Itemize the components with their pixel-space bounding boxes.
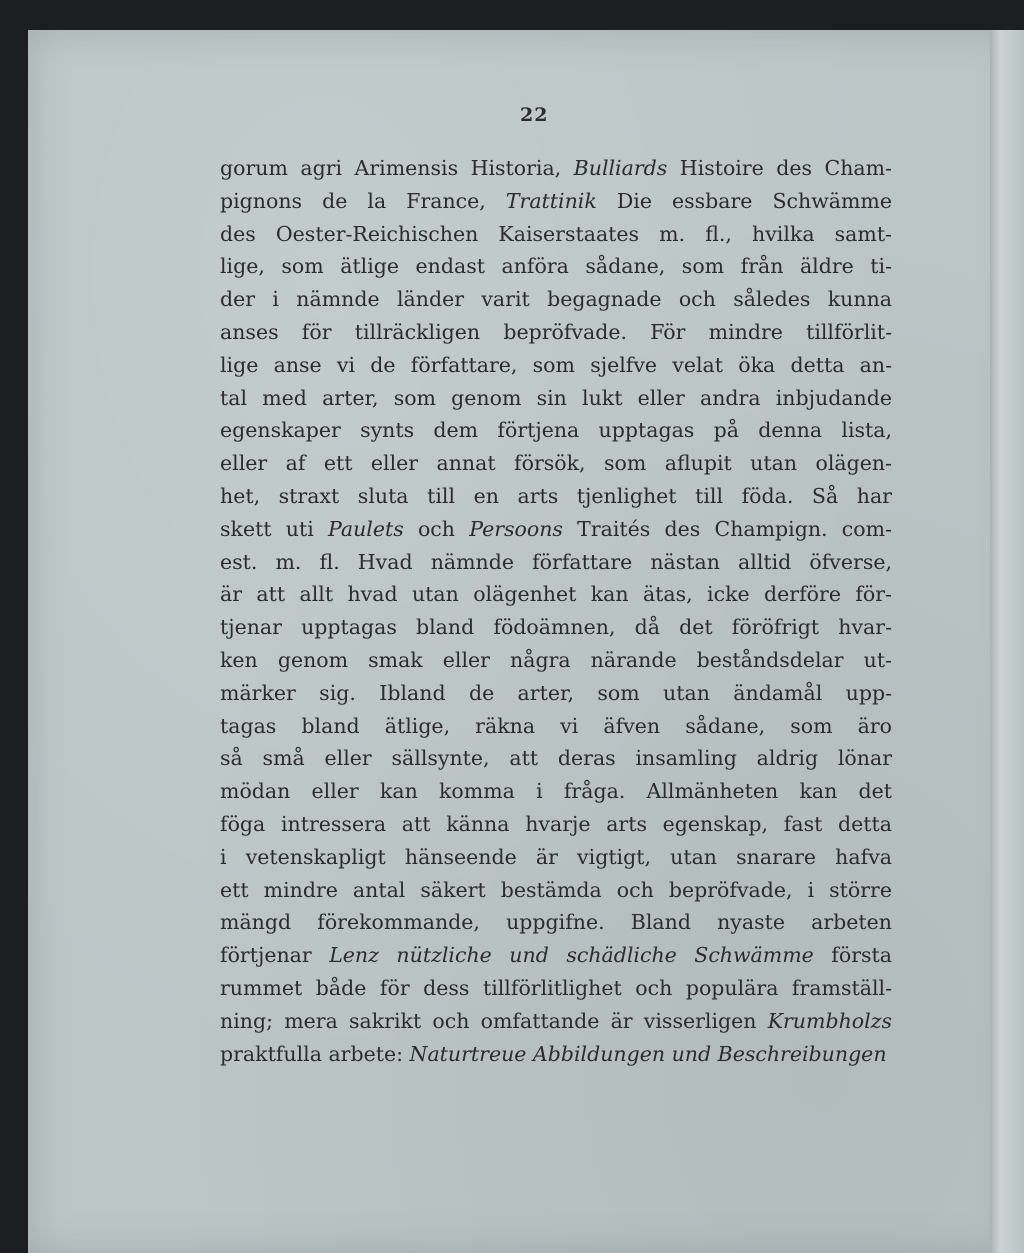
italic-title: Lenz nützliche und schädliche Schwämme (329, 943, 814, 968)
text-line (220, 316, 892, 349)
text-line (220, 874, 892, 907)
text-run: och (403, 516, 470, 541)
text-run: skett uti (220, 516, 328, 541)
text-line (220, 906, 892, 939)
text-run: tjenar upptagas bland födoämnen, då det föröfrigt hvar- (220, 615, 892, 640)
italic-title: Bulliards (573, 156, 668, 180)
text-line (220, 578, 892, 611)
text-run: gorum agri Arimensis Historia, (220, 156, 574, 180)
text-line (220, 218, 892, 251)
text-line (220, 939, 892, 972)
text-run: märker sig. Ibland de arter, som utan ändamål upp- (220, 680, 892, 705)
text-run: i vetenskapligt hänseende är vigtigt, utan snarare hafva (220, 844, 892, 869)
text-line (220, 250, 892, 283)
italic-title: Persoons (469, 516, 563, 541)
text-run: praktfulla arbete: (220, 1041, 410, 1066)
text-line (220, 1038, 892, 1071)
text-line (220, 775, 892, 808)
text-run: est. m. fl. Hvad nämnde författare nästan alltid öfverse, (220, 549, 892, 574)
text-run: tal med arter, som genom sin lukt eller andra inbjudande (220, 385, 892, 410)
text-line (220, 710, 892, 743)
text-line (220, 414, 892, 447)
text-line (220, 546, 892, 579)
italic-title: Trattinik (505, 188, 597, 213)
page-gutter (990, 30, 1024, 1253)
text-line (220, 185, 892, 218)
text-line (220, 447, 892, 480)
text-run: mängd förekommande, uppgifne. Bland nyaste arbeten (220, 910, 892, 935)
text-run: förtjenar (220, 943, 330, 968)
text-run: är att allt hvad utan olägenhet kan ätas, icke derföre för- (220, 582, 892, 607)
italic-title: Krumbholzs (767, 1008, 892, 1033)
text-line (220, 349, 892, 382)
text-run: lige, som ätlige endast anföra sådane, som från äldre ti- (220, 254, 892, 279)
text-run: Die essbare Schwämme (596, 188, 892, 213)
text-line (220, 1005, 892, 1038)
text-run: rummet både för dess tillförlitlighet och populära framställ- (220, 975, 892, 1000)
text-line (220, 742, 892, 775)
body-text (220, 152, 892, 1070)
text-line (220, 677, 892, 710)
text-run: het, straxt sluta till en arts tjenlighet till föda. Så har (220, 483, 892, 508)
text-run: Traités des Champign. com- (562, 516, 892, 541)
text-run: des Oester-Reichischen Kaiserstaates m. fl., hvilka samt- (220, 221, 892, 246)
page-number: 22 (520, 104, 549, 126)
text-run: Histoire des Cham- (667, 156, 892, 180)
text-run: lige anse vi de författare, som sjelfve velat öka detta an- (220, 352, 892, 377)
text-run: eller af ett eller annat försök, som aflupit utan olägen- (220, 451, 892, 476)
text-run: anses för tillräckligen bepröfvade. För mindre tillförlit- (220, 319, 892, 344)
text-run: egenskaper synts dem förtjena upptagas på denna lista, (220, 418, 892, 443)
text-line (220, 972, 892, 1005)
text-line (220, 283, 892, 316)
text-line (220, 513, 892, 546)
text-line (220, 382, 892, 415)
text-run: så små eller sällsynte, att deras insamling aldrig lönar (220, 746, 892, 771)
italic-title: Paulets (327, 516, 404, 541)
text-run: mödan eller kan komma i fråga. Allmänheten kan det (220, 779, 892, 804)
text-run: första (813, 943, 892, 968)
text-run: föga intressera att känna hvarje arts egenskap, fast detta (220, 811, 892, 836)
text-line (220, 480, 892, 513)
text-run: ning; mera sakrikt och omfattande är visserligen (220, 1008, 768, 1033)
text-run: tagas bland ätlige, räkna vi äfven sådane, som äro (220, 713, 892, 738)
text-line (220, 152, 892, 185)
text-line (220, 644, 892, 677)
text-line (220, 611, 892, 644)
text-run: pignons de la France, (220, 188, 506, 213)
text-run: ett mindre antal säkert bestämda och bepröfvade, i större (220, 877, 892, 902)
text-run: der i nämnde länder varit begagnade och således kunna (220, 287, 892, 312)
text-line (220, 841, 892, 874)
italic-title: Naturtreue Abbildungen und Beschreibungen (409, 1041, 887, 1066)
text-line (220, 808, 892, 841)
text-run: ken genom smak eller några närande beståndsdelar ut- (220, 647, 892, 672)
